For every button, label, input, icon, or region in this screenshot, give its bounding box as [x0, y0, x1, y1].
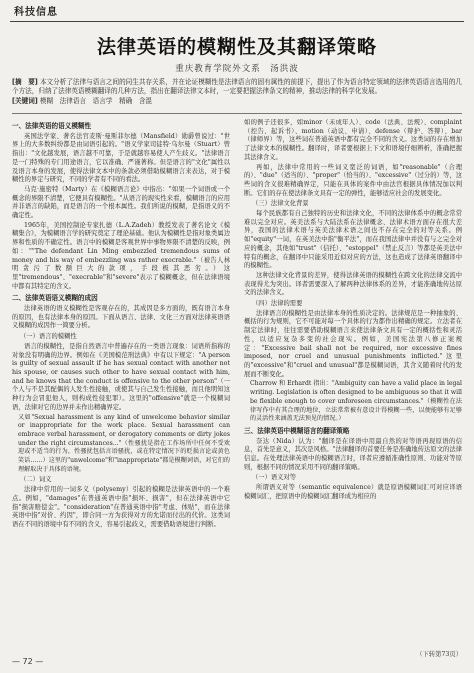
- body-paragraph: 1965年，美国控制论专家扎德（L.A.Zadeh）教授发表了著名论文《模糊集合》，为模糊语言学的研究奠定了理论基础。他认为模糊性是指对象类属边界和性质的不确定性。语言中的模糊是客观世界中事物界限不清楚的反映，例如：""The defendant Lin Ming embezzled tremendous sums of money and his way of embezzling was rather execrable."（被告人林明贪污了数额巨大的款项，手段极其恶劣。）这里"tremendous"、"execrable"和"severe"表示了模糊概念，但在法律语境中都有其特定的含义。: [12, 221, 230, 290]
- section-heading: 一、法律英语的语义模糊性: [12, 122, 92, 130]
- keywords-line: [12, 97, 462, 106]
- right-column: [244, 119, 462, 649]
- continued-note: （下转第73页）: [416, 651, 462, 658]
- subsection-heading: （四）法律的需要: [252, 300, 303, 308]
- body-paragraph: 再如，法律中常用的一些词义宽泛的词语，如"reasonable"（合理的）、"due"（适当的）、"proper"（恰当的）、"excessive"（过分的）等，这些词的含义很难精确界定，只能在具体的案件中由法官根据具体情况加以判断。它们的存在使法律条文具有一定的弹性，能够适应社会的发展变化。: [244, 163, 462, 197]
- section-tag: 科技信息: [14, 7, 58, 18]
- running-header: [10, 3, 464, 23]
- header-rule: [10, 21, 464, 22]
- body-paragraph: 英国法学家、著名法官麦斯·曼斯菲尔德（Mansfield）勋爵曾说过："世界上的大多数纠纷都是由词语引起的。"语义学家司徒特·乌尔曼（Stuart）曾指出："文化越发展，语言越不可靠，于是就越容易使人产生歧义。"法律语言是一门特殊的专门用途语言，它以准确、严谨著称。但是语言的"文化"属性以及语言本身的发展，使得法律文本中的条款必须借助模糊语言来表达，对于模糊性的界定与研究，不同的学者有不同的看法。: [12, 132, 230, 184]
- body-paragraph: 语言的模糊性，是指自然语言中普遍存在的一类语言现象：词语所指称的对象没有明确的边界。例如在《美国模范刑法典》中有以下规定："A person is guilty of sexual assault if he has sexual contact with another not his spouse, or causes such other to have sexual contact with him, and he knows that the conduct is offensive to the other person"（一个人与不是其配偶的人发生性接触，或使其与自己发生性接触，而且他明知这种行为会冒犯他人，则构成性侵犯罪）。这里的"offensive"就是一个模糊词语，法律对它的边界并未作出精确界定。: [12, 342, 230, 411]
- body-paragraph: 这种法律文化背景的差异，使得法律英语的模糊性在跨文化的法律交流中表现得尤为突出。译者需要深入了解两种法律体系的差异，才能准确地传达原文的法律含义。: [244, 271, 462, 297]
- body-paragraph: 马克·施密特（Marty）在《模糊语言论》中指出："如果一个词语或一个概念的界限不清楚，它便具有模糊性。"从语言的现实性来看，模糊语言的应用并非语言的缺陷，而是语言的一个根本属性。我们所说的模糊，是指语义的不确定性。: [12, 185, 230, 220]
- keywords-label: [关键词]: [12, 96, 38, 105]
- subsection-heading: （一）语义对等: [252, 474, 297, 482]
- subsection-heading: （三）法律文化背景: [252, 200, 309, 208]
- body-paragraph: 所谓语义对等（semantic equivalence）就是原语模糊词汇可对应译语模糊词汇，把原语中的模糊词汇翻译成为相应的: [244, 484, 462, 500]
- subsection-heading: （一）语言的模糊性: [20, 333, 77, 341]
- body-paragraph: 法律英语的语义模糊性是客观存在的，其成因是多方面的，既有语言本身的原因，也有法律本身的原因。下面从语言、法律、文化三方面对法律英语语义模糊的成因作一简要分析。: [12, 305, 230, 330]
- body-paragraph: 法律语言的模糊性是由法律本身的性质决定的。法律规范是一种抽象的、概括的行为规则，它不可能对每一个具体的行为都作出精确的规定。立法者在制定法律时，往往需要借助模糊语言来使法律条文具有一定的概括性和灵活性，以适应复杂多变的社会现实。例如，美国宪法第八修正案规定："Excessive bail shall not be required, nor excessive fines imposed, nor cruel and unusual punishments inflicted."这里的"excessive"和"cruel and unusual"都是模糊词语，其含义随着时代的发展而不断变化。: [244, 309, 462, 378]
- abstract-paragraph: [12, 78, 462, 97]
- abstract-label: [摘 要]: [12, 78, 38, 86]
- section-heading: 二、法律英语语义模糊的成因: [12, 294, 98, 303]
- abstract-block: [12, 78, 462, 106]
- quoted-example: Charrow 和 Erhardt 指出："Ambiguity can have a valid place in legal writing. Legislation is often designed to be ambiguous so that it will be flexible enough to cover unforeseen circumstances."（模糊性在法律写作中有其合理的地位，立法常常被有意设计得模糊一些，以便能够有足够的灵活性来涵盖无法预见的情况。）: [250, 380, 462, 423]
- body-paragraph: 如的例子还很多，如minor（未成年人）、code（法典、法规）、complaint（控告、起诉书）、motion（动议、申请）、defense（辩护、答辩）、bar（律师界）等，这些词在普通英语中都有完全不同的含义。这类词的存在增加了法律文本的模糊性。翻译时，译者要根据上下文和语境仔细辨析，准确把握其法律含义。: [244, 119, 462, 161]
- body-paragraph: 每个民族都有自己独特的历史和法律文化，不同的法律体系中的概念常常难以完全对应。英美法系与大陆法系在法律概念、法律术语方面存在很大差异，我国的法律术语与英美法律术语之间也不存在完全的对等关系。例如"equity"一词，在英美法中指"衡平法"，而在我国法律中并没有与之完全对应的概念，其他如"trust"（信托）、"estoppel"（禁止反言）等都是英美法中特有的概念，在翻译中只能采用近似对应的方法，这也造成了法律英语翻译中的模糊性。: [244, 210, 462, 270]
- article-byline: 重庆教育学院外文系 汤洪波: [175, 64, 299, 74]
- body-paragraph: 奈达（Nida）认为："翻译是在译语中用最自然的对等语再现原语的信息，首先是意义，其次是风格。"法律翻译的首要任务是准确地传达原文的法律信息。在处理法律英语中的模糊语言时，译者应遵循准确性原则、功能对等原则，根据不同的情况采用不同的翻译策略。: [244, 437, 462, 471]
- body-paragraph: 法律中常用的一词多义（polysemy）引起的模糊是法律英语中的一个难点。例如，"damages"在普通英语中指"损坏、损害"，但在法律英语中它指"损害赔偿金"。"consideration"在普通英语中指"考虑、体贴"，而在法律英语中指"对价、约因"，即合同一方为获得对方的允诺而付出的代价。这类词语在不同的语境中有不同的含义，容易引起歧义，需要借助语境进行判断。: [12, 486, 230, 528]
- keywords-text: 模糊 法律语言 语言学 精确 含混: [39, 96, 153, 105]
- abstract-divider: [12, 113, 462, 114]
- page-number: — 72 —: [12, 657, 44, 666]
- left-column: [12, 119, 230, 649]
- subsection-heading: （二）词义: [20, 476, 52, 484]
- section-heading: 三、法律英语中模糊语言的翻译策略: [244, 426, 350, 435]
- abstract-text: 本文分析了法律与语言之间的同生共存关系，并在论证模糊性是法律语言的固有属性的前提下，提出了作为语言特定领域的法律英语语言选用的几个方法，归纳了法律英语模糊翻译的几种方法，指出在翻译法律文本时，一定要把握法律条文的精神，推动法律的科学化发展。: [12, 78, 463, 96]
- quoted-example: 又如"Sexual harassment is any kind of unwelcome behavior similar or inappropriate for the work place. Sexual harassment can embrace verbal harassment, or derogatory comments or dirty jokes under the right circumstances..."（性骚扰是指在工作场所中任何不受欢迎或不适当的行为，性骚扰包括言语骚扰，或在特定情况下的贬损言论或黄色笑话……）这里的"unwelcome"和"inappropriate"都是模糊词语，对它们的理解取决于具体的语境。: [18, 413, 230, 473]
- article-title: 法律英语的模糊性及其翻译策略: [96, 36, 377, 58]
